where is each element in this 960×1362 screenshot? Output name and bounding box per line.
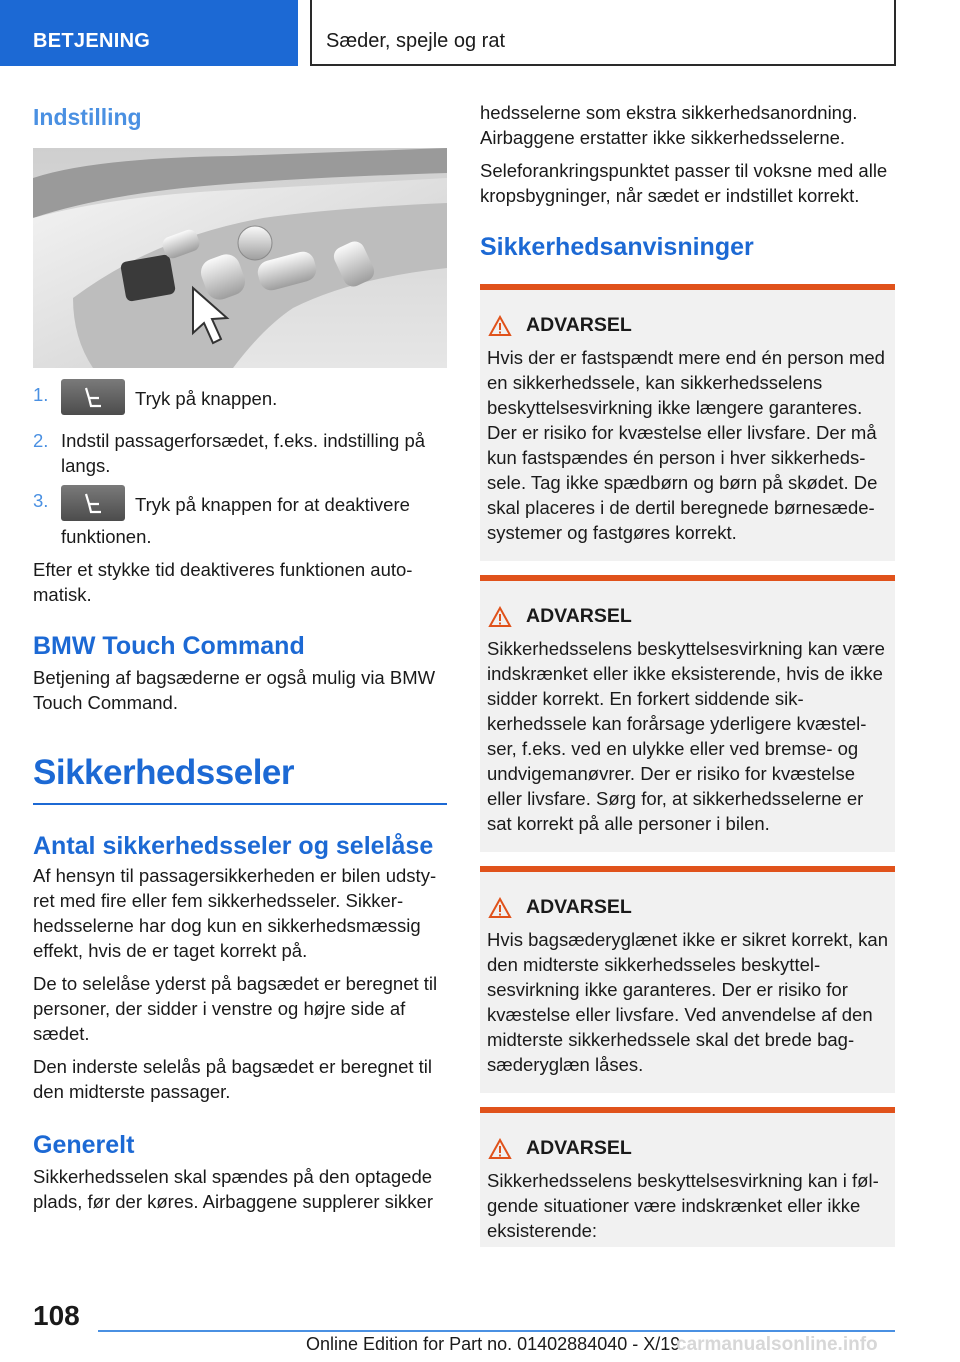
warning-title: ADVARSEL — [526, 314, 632, 336]
warning-text: Sikkerhedsselens beskyttelsesvirkning kan i følgende situationer være indskrænket eller ikke eksisterende: — [487, 1170, 879, 1241]
watermark: carmanualsonline.info — [676, 1334, 878, 1355]
header-chapter-label: Sæder, spejle og rat — [326, 30, 505, 52]
warning-box — [480, 284, 895, 561]
generelt-paragraph: Sikkerhedsselen skal spændes på den optagede plads, før der køres. Airbaggene supplerer sikker — [33, 1166, 433, 1212]
list-item — [33, 428, 447, 478]
header-chapter — [312, 0, 896, 66]
warning-text: Hvis der er fastspændt mere end én person med en sikkerhedssele, kan sikkerhedsselens beskyttelsesvirkning ikke længere garanteres. Der er risiko for kvæstelse eller livsfare. Der må kun fastspændes én person i hver sikkerhedssele. Tag ikke spædbørn og børn på skødet. De skal placeres i de dertil beregnede børnesædesystemer og fastgøres korrekt. — [487, 347, 885, 543]
continued-paragraph-2: Seleforankringspunktet passer til voksne med alle kropsbygninger, når sædet er indstillet korrekt. — [480, 160, 888, 206]
warning-box — [480, 1107, 895, 1247]
warning-text: Sikkerhedsselens beskyttelsesvirkning kan være indskrænket eller ikke eksisterende, hvis de ikke sidder korrekt. En forkert siddende sikkerhedssele kan forårsage yderligere kvæstelser, f.eks. ved en ulykke eller ved bremse- og undvigemanøvrer. Der er risiko for kvæstelse eller livsfare. Sørg for, at sikkerhedsselerne er sat korrekt på alle personer i bilen. — [487, 638, 885, 834]
indstilling-heading: Indstilling — [33, 104, 142, 130]
right-column — [480, 100, 895, 1247]
edition-text: Online Edition for Part no. 01402884040 - X/19 — [306, 1334, 681, 1354]
touch-command-heading: BMW Touch Command — [33, 632, 305, 660]
header-section-label: BETJENING — [33, 30, 151, 52]
warning-triangle-icon — [488, 315, 512, 337]
antal-heading: Antal sikkerhedsseler og selelåse — [33, 832, 434, 860]
warning-title: ADVARSEL — [526, 605, 632, 627]
step-number: 3. — [33, 490, 49, 511]
antal-paragraph-1: Af hensyn til passagersikkerheden er bilen udstyret med fire eller fem sikkerhedsseler. Sikkerhedsselerne har dog kun en sikkerhedsmæssig effekt, hvis de er taget korrekt på. — [33, 865, 437, 961]
warning-title: ADVARSEL — [526, 1137, 632, 1159]
list-item — [33, 488, 447, 549]
section-rule — [33, 803, 447, 805]
seat-button-image — [61, 485, 125, 521]
warning-text: Hvis bagsæderyglænet ikke er sikret korrekt, kan den midterste sikkerhedsseles beskyttelsesvirkning ikke garanteres. Der er risiko for kvæstelse eller livsfare. Ved anvendelse af den midterste sikkerhedssele skal det brede bagsæderyglæn låses. — [487, 929, 888, 1075]
left-column — [33, 100, 447, 1214]
warning-box — [480, 575, 895, 852]
step-number: 1. — [33, 384, 49, 405]
antal-paragraph-3: Den inderste selelås på bagsædet er beregnet til den midterste passager. — [33, 1056, 433, 1102]
footer-rule — [98, 1330, 895, 1332]
seat-icon — [81, 386, 105, 408]
step-number: 2. — [33, 430, 49, 451]
touch-command-text: Betjening af bagsæderne er også mulig via BMW Touch Command. — [33, 667, 436, 713]
seat-control-photo — [33, 148, 447, 368]
seat-buttons-illustration — [33, 148, 447, 368]
antal-paragraph-2: De to selelåse yderst på bagsædet er beregnet til personer, der sidder i venstre og højre side af sædet. — [33, 973, 438, 1044]
warning-triangle-icon — [488, 1138, 512, 1160]
step-text: Tryk på knappen for at deaktivere funktionen. — [61, 493, 410, 547]
step-text: Indstil passagerforsædet, f.eks. indstilling på langs. — [61, 430, 426, 476]
warning-triangle-icon — [488, 606, 512, 628]
safety-heading: Sikkerhedsanvisninger — [480, 233, 754, 261]
seatbelts-heading: Sikkerhedsseler — [33, 753, 295, 792]
continued-paragraph-1: hedsselerne som ekstra sikkerhedsanordning. Airbaggene erstatter ikke sikkerhedsselerne. — [480, 102, 858, 148]
warning-title: ADVARSEL — [526, 896, 632, 918]
steps-list — [33, 382, 447, 549]
warning-triangle-icon — [488, 897, 512, 919]
header-section-tab — [0, 0, 298, 66]
step-text: Tryk på knappen. — [135, 387, 278, 409]
list-item — [33, 382, 447, 418]
seat-icon — [81, 492, 105, 514]
generelt-heading: Generelt — [33, 1131, 135, 1159]
seat-button-image — [61, 379, 125, 415]
after-steps-text: Efter et stykke tid deaktiveres funktionen automatisk. — [33, 559, 413, 605]
page-number: 108 — [33, 1300, 80, 1331]
warning-box — [480, 866, 895, 1093]
